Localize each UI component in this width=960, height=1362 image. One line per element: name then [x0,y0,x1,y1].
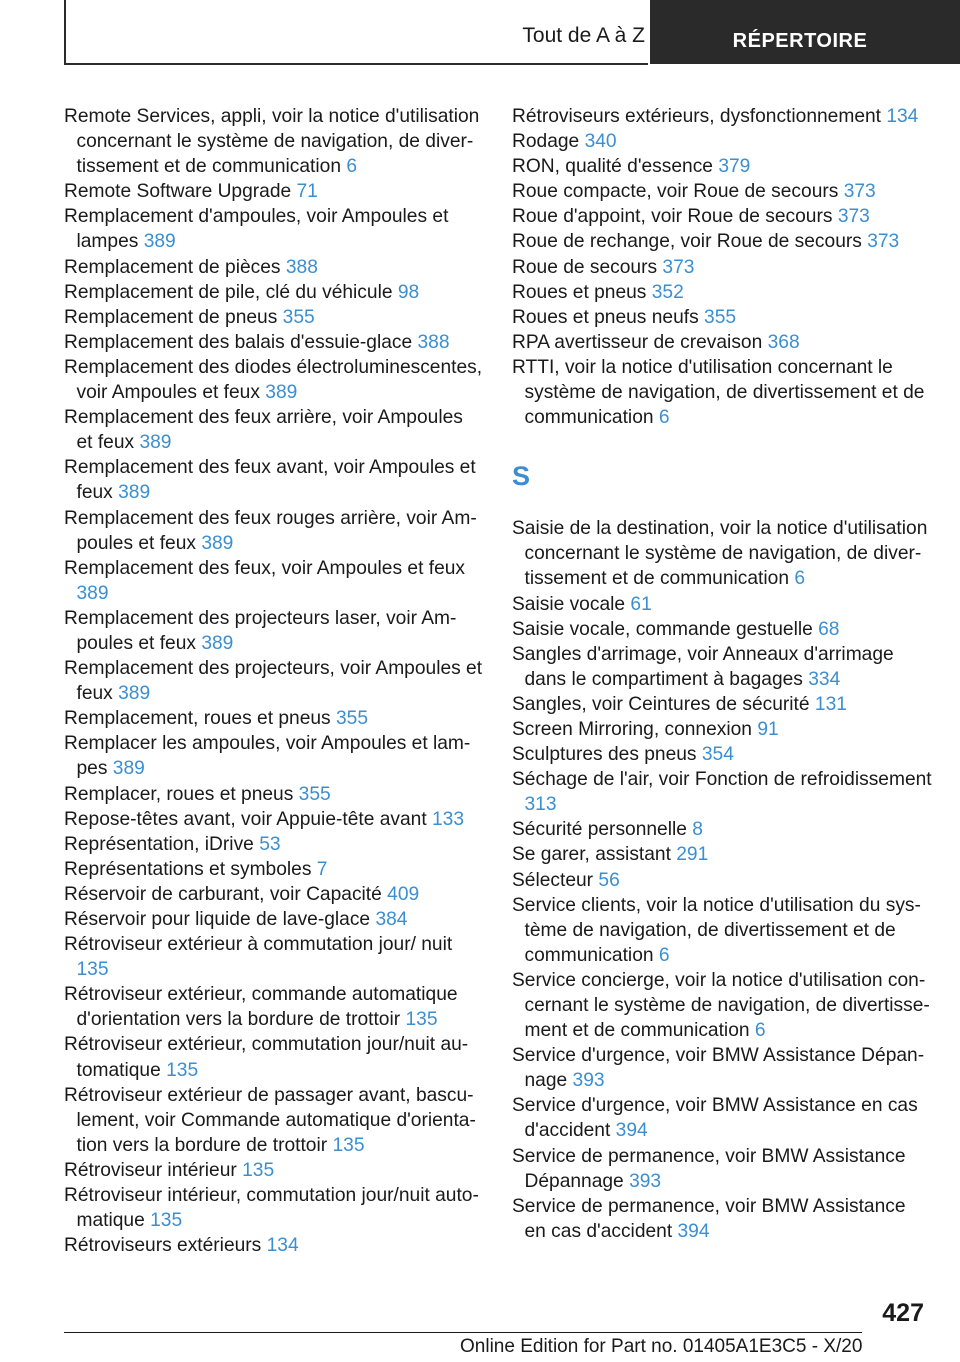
index-entry [512,129,932,154]
index-entry [512,742,932,767]
index-entry [512,154,932,179]
index-entry-text: RTTI, voir la notice d'utilisation concernant le système de navigation, de divertissement et de communication [512,356,925,429]
index-entry-text: Roues et pneus [512,281,647,303]
index-entry-text: Remplacement des feux avant, voir Ampoules et feux [64,457,476,504]
index-entry-text: Remplacement de pile, clé du véhicule [64,281,393,303]
page-reference-link[interactable]: 6 [658,407,670,429]
footer-rule [64,1332,862,1333]
page-reference-link[interactable]: 6 [658,944,670,966]
index-entry-text: Rétroviseur intérieur, commutation jour/nuit automatique [64,1185,479,1232]
index-entry-text: Service clients, voir la notice d'utilisation du système de navigation, de divertissement et de communication [512,894,921,966]
page-reference-link[interactable]: 379 [718,156,751,178]
page-reference-link[interactable]: 373 [843,181,876,203]
page-reference-link[interactable]: 394 [677,1220,710,1242]
page-reference-link[interactable]: 355 [298,783,331,805]
page-reference-link[interactable]: 135 [166,1059,199,1081]
index-entry [512,255,932,280]
index-entry-text: Remplacement des projecteurs, voir Ampoules et feux [64,658,483,705]
index-entry-text: Screen Mirroring, connexion [512,718,752,740]
index-entry [512,817,932,842]
index-column-right [512,104,932,1244]
index-entry [64,330,484,355]
page-reference-link[interactable]: 134 [886,106,919,127]
index-entry-text: Remplacement des projecteurs laser, voir Ampoules et feux [64,607,457,654]
index-entry-text: Sangles, voir Ceintures de sécurité [512,693,810,715]
tab-tout-de-a-a-z[interactable]: Tout de A à Z [522,24,645,47]
index-entry-text: Remplacement de pneus [64,306,278,328]
page-reference-link[interactable]: 388 [285,256,318,278]
index-entry [64,1183,484,1233]
index-entry [64,104,484,179]
index-entry-text: Service concierge, voir la notice d'utilisation concernant le système de navigation, de divertissement et de communication [512,969,930,1042]
page-reference-link[interactable]: 389 [143,231,176,253]
index-entry-text: Remplacer, roues et pneus [64,783,294,805]
index-entry [512,330,932,355]
page-reference-link[interactable]: 53 [259,833,281,855]
index-entry-text: Remplacement des balais d'essuie-glace [64,331,413,353]
index-entry-text: Rétroviseur extérieur de passager avant, basculement, voir Commande automatique d'orientation vers la bordure de trottoir [64,1084,476,1156]
index-entry [512,204,932,229]
page-reference-link[interactable]: 389 [76,582,109,604]
index-entry [512,1043,932,1093]
page-reference-link[interactable]: 135 [242,1159,275,1181]
page-reference-link[interactable]: 354 [701,744,734,766]
page-reference-link[interactable]: 355 [704,306,737,328]
page-reference-link[interactable]: 352 [651,281,684,303]
index-entry [512,968,932,1043]
page-reference-link[interactable]: 389 [201,632,234,654]
index-entry [64,932,484,982]
index-entry [512,1194,932,1244]
page-reference-link[interactable]: 389 [265,382,298,404]
index-entry-text: Remplacement de pièces [64,256,281,278]
page-reference-link[interactable]: 135 [405,1009,438,1031]
index-entry [512,893,932,968]
index-entry [64,1158,484,1183]
index-entry-text: Service de permanence, voir BMW Assistance en cas d'accident [512,1195,906,1242]
index-entry-text: Rétroviseur extérieur, commutation jour/nuit automatique [64,1034,469,1081]
page-reference-link[interactable]: 368 [767,331,800,353]
page-reference-link[interactable]: 61 [630,593,652,615]
page-reference-link[interactable]: 394 [615,1120,648,1142]
page-reference-link[interactable]: 8 [692,819,703,841]
index-entry [64,731,484,781]
page-reference-link[interactable]: 6 [346,156,357,178]
index-entry-text: Sangles d'arrimage, voir Anneaux d'arrimage dans le compartiment à bagages [512,643,894,690]
index-entry-text: Remplacement, roues et pneus [64,708,331,730]
index-entry-text: Sculptures des pneus [512,744,697,766]
index-column-left [64,104,484,1258]
index-entry [512,842,932,867]
page-reference-link[interactable]: 334 [808,668,841,690]
page-reference-link[interactable]: 6 [754,1020,766,1042]
index-entry [512,1144,932,1194]
index-entry [512,617,932,642]
page-reference-link[interactable]: 131 [814,693,847,715]
page-reference-link[interactable]: 373 [662,256,695,278]
index-entry-text: Remplacement des feux arrière, voir Ampoules et feux [64,407,463,454]
index-entry [64,305,484,330]
page-reference-link[interactable]: 68 [818,618,840,640]
index-entry-text: Remplacer les ampoules, voir Ampoules et lampes [64,733,471,780]
index-entry [64,1032,484,1082]
index-entry [64,982,484,1032]
page-reference-link[interactable]: 56 [598,869,620,891]
index-entry [64,807,484,832]
page-reference-link[interactable]: 389 [139,432,172,454]
index-entry [64,405,484,455]
index-entry-text: Roue compacte, voir Roue de secours [512,181,839,203]
index-entry [64,1233,484,1258]
index-entry [512,717,932,742]
page-reference-link[interactable]: 389 [118,482,151,504]
index-entry-text: Roue d'appoint, voir Roue de secours [512,206,833,228]
page-reference-link[interactable]: 355 [335,708,368,730]
page-reference-link[interactable]: 389 [112,758,145,780]
index-entry [64,506,484,556]
page-reference-link[interactable]: 291 [676,844,709,866]
index-entry-text: Rétroviseur intérieur [64,1159,237,1181]
index-entry [64,656,484,706]
page-reference-link[interactable]: 388 [417,331,450,353]
index-entry [512,1093,932,1143]
page-reference-link[interactable]: 135 [76,959,109,981]
page-reference-link[interactable]: 134 [266,1235,299,1257]
page-reference-link[interactable]: 135 [150,1210,183,1232]
index-entry-text: Sécurité personnelle [512,819,687,841]
header-rule-horizontal [64,63,648,65]
index-entry-text: Rétroviseur extérieur à commutation jour/ nuit [64,934,453,956]
index-entry [512,642,932,692]
index-entry-text: Repose-têtes avant, voir Appuie-tête avant [64,808,427,830]
index-entry [512,305,932,330]
index-entry [64,606,484,656]
section-letter-s: S [512,461,531,492]
page-reference-link[interactable]: 340 [584,131,617,153]
page-reference-link[interactable]: 384 [375,909,408,930]
index-entry-text: Remplacement des feux rouges arrière, voir Ampoules et feux [64,507,477,554]
index-entry-text: RPA avertisseur de crevaison [512,331,763,353]
page-reference-link[interactable]: 355 [282,306,315,328]
index-entry [512,516,932,591]
index-entry [512,179,932,204]
index-entry-text: Remplacement des diodes électroluminescentes, voir Ampoules et feux [64,356,483,404]
index-entry-text: Saisie vocale [512,593,626,615]
index-entry-text: Rétroviseurs extérieurs [64,1235,262,1257]
page-reference-link[interactable]: 98 [397,281,420,303]
index-entry-text: Service de permanence, voir BMW Assistance Dépannage [512,1145,906,1192]
index-entry-text: Remplacement des feux, voir Ampoules et feux [64,557,466,579]
tab-repertoire[interactable] [650,0,960,64]
page-reference-link[interactable]: 389 [118,683,151,705]
index-entry [64,882,484,907]
index-entry-text: Service d'urgence, voir BMW Assistance Dépannage [512,1045,925,1092]
index-entry [64,1083,484,1158]
page-reference-link[interactable]: 373 [837,206,870,228]
page-reference-link[interactable]: 393 [629,1170,662,1192]
page-reference-link[interactable]: 7 [316,858,328,880]
index-entry [64,280,484,305]
index-entry-text: RON, qualité d'essence [512,156,713,178]
index-entry-text: Roue de secours [512,256,658,278]
index-entry-text: Sélecteur [512,869,594,891]
page-reference-link[interactable]: 313 [524,794,557,816]
index-entry-text: Saisie de la destination, voir la notice d'utilisation concernant le système de navigation, de divertissement et de communication [512,518,928,590]
index-entry [64,706,484,731]
index-entry [512,229,932,254]
index-entry [64,179,484,204]
page-reference-link[interactable]: 409 [387,883,420,905]
index-entry-text: Réservoir de carburant, voir Capacité [64,883,382,905]
index-group-r [512,104,932,430]
index-entry-text: Roues et pneus neufs [512,306,699,328]
index-entry-text: Remote Software Upgrade [64,181,292,203]
footer-edition: Online Edition for Part no. 01405A1E3C5 - X/20 [460,1336,863,1357]
index-entry-text: Remote Services, appli, voir la notice d'utilisation concernant le système de navigation, de divertissement et de communication [64,106,480,178]
index-entry [64,204,484,254]
index-entry-text: Se garer, assistant [512,844,671,866]
index-entry-text: Rétroviseurs extérieurs, dysfonctionnement [512,106,881,127]
index-entry [64,832,484,857]
index-entry [64,556,484,606]
index-entry-text: Rétroviseur extérieur, commande automatique d'orientation vers la bordure de trottoir [64,984,458,1031]
index-entry [512,280,932,305]
page-reference-link[interactable]: 389 [201,532,234,554]
tab-repertoire-label: RÉPERTOIRE [732,30,868,52]
page-reference-link[interactable]: 71 [296,181,318,203]
index-entry [512,692,932,717]
index-entry [64,907,484,932]
index-group-s [512,516,932,1244]
index-entry [64,355,484,405]
index-entry-text: Rodage [512,131,580,153]
index-entry [512,592,932,617]
page-reference-link[interactable]: 393 [572,1070,605,1092]
index-entry-text: Service d'urgence, voir BMW Assistance en cas d'accident [512,1095,918,1142]
index-entry-text: Saisie vocale, commande gestuelle [512,618,813,640]
index-entry-text: Représentation, iDrive [64,833,254,855]
page-reference-link[interactable]: 135 [332,1134,365,1156]
index-entry-text: Roue de rechange, voir Roue de secours [512,231,862,253]
index-entry [64,857,484,882]
page-reference-link[interactable]: 91 [757,718,779,740]
page-reference-link[interactable]: 133 [432,808,465,830]
index-entry [64,782,484,807]
index-entry [512,868,932,893]
index-entry [512,104,932,129]
index-entry-text: Représentations et symboles [64,858,312,880]
header-rule-vertical [64,0,66,64]
page-reference-link[interactable]: 6 [794,568,805,590]
index-entry-text: Remplacement d'ampoules, voir Ampoules et lampes [64,206,449,253]
index-entry-text: Réservoir pour liquide de lave-glace [64,909,371,930]
page-number: 427 [882,1299,924,1327]
index-entry [64,255,484,280]
index-entry [64,455,484,505]
index-entry-text: Séchage de l'air, voir Fonction de refroidissement [512,769,932,791]
index-entry [512,355,932,430]
index-entry [512,767,932,817]
page-reference-link[interactable]: 373 [867,231,900,253]
